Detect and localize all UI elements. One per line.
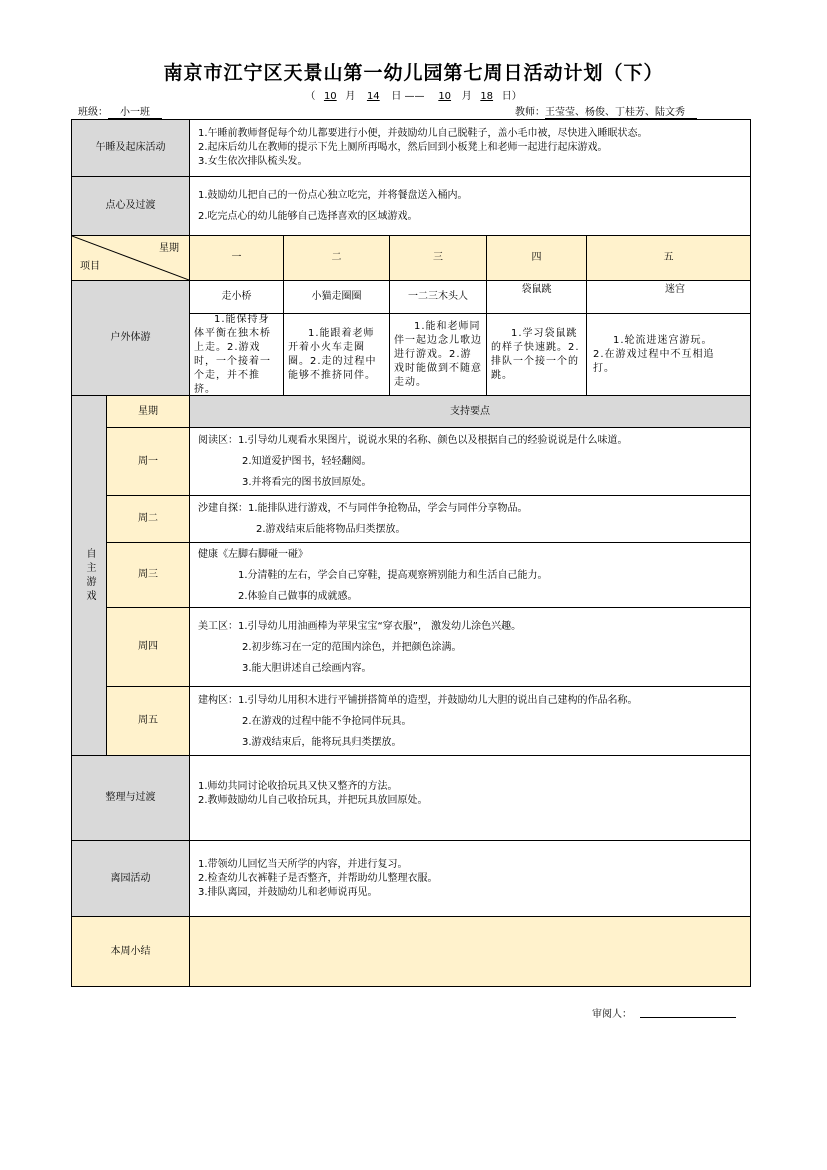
- free-play-day: 周一: [106, 427, 190, 496]
- reviewer-label: 审阅人：: [592, 1009, 632, 1020]
- start-day: 14: [366, 91, 380, 102]
- start-month: 10: [323, 91, 337, 102]
- tidy-content: [189, 755, 751, 841]
- teacher-value: 王莹莹、杨俊、丁桂芳、陆文秀: [545, 103, 697, 119]
- points-line: 2.初步练习在一定的范围内涂色，并把颜色涂满。: [242, 641, 462, 653]
- tidy-line: 1.师幼共同讨论收拾玩具又快又整齐的方法。: [198, 781, 398, 792]
- points-line: 3.能大胆讲述自己绘画内容。: [242, 662, 372, 674]
- free-play-points: [189, 495, 751, 543]
- summary-label: 本周小结: [71, 916, 190, 987]
- free-play-points-header: 支持要点: [189, 395, 751, 428]
- points-line: 2.游戏结束后能将物品归类摆放。: [256, 524, 406, 535]
- corner-item-label: 项目: [80, 261, 100, 272]
- month-label-2: 月: [461, 91, 472, 102]
- free-play-points: [189, 542, 751, 608]
- end-month: 10: [438, 91, 452, 102]
- points-line: 3.并将看完的图书放回原处。: [242, 477, 372, 488]
- snack-line: 1.鼓励幼儿把自己的一份点心独立吃完，并将餐盘送入桶内。: [198, 190, 468, 201]
- outdoor-game-detail: [486, 313, 587, 396]
- teacher-info: [515, 103, 697, 119]
- points-line: 3.游戏结束后，能将玩具归类摆放。: [242, 736, 402, 748]
- leaving-line: 1.带领幼儿回忆当天所学的内容，并进行复习。: [198, 858, 408, 870]
- class-value: 小一班: [108, 103, 162, 119]
- summary-field[interactable]: [189, 916, 751, 987]
- outdoor-game-name: 袋鼠跳: [486, 280, 587, 314]
- tidy-line: 2.教师鼓励幼儿自己收拾玩具，并把玩具放回原处。: [198, 795, 428, 806]
- date-open-paren: （: [305, 91, 316, 102]
- free-play-day: 周三: [106, 542, 190, 608]
- points-line: 美工区：1.引导幼儿用油画棒为苹果宝宝“穿衣服”， 激发幼儿涂色兴趣。: [198, 620, 522, 632]
- free-play-day-header: 星期: [106, 395, 190, 428]
- leaving-line: 3.排队离园，并鼓励幼儿和老师说再见。: [198, 886, 378, 898]
- points-line: 建构区：1.引导幼儿用积木进行平铺拼搭简单的造型，并鼓励幼儿大胆的说出自己建构的作品名称。: [198, 694, 638, 706]
- nap-content: [189, 119, 751, 177]
- nap-line: 1.午睡前教师督促每个幼儿都要进行小便，并鼓励幼儿自己脱鞋子，盖小毛巾被，尽快进入睡眠状态。: [198, 128, 648, 139]
- leaving-label: 离园活动: [71, 840, 190, 917]
- nap-line: 2.起床后幼儿在教师的提示下先上厕所再喝水，然后回到小板凳上和老师一起进行起床游戏。: [198, 142, 608, 153]
- outdoor-label: 户外体游: [71, 280, 190, 396]
- weekday-header-mon: 一: [189, 235, 284, 281]
- outdoor-detail-text: 1.能和老师同伴一起边念儿歌边进行游戏。2.游戏时能做到不随意走动。: [394, 320, 482, 388]
- outdoor-game-detail: [389, 313, 487, 396]
- month-label: 月: [345, 91, 356, 102]
- outdoor-game-name: 走小桥: [189, 280, 284, 314]
- points-line: 2.知道爱护图书，轻轻翻阅。: [242, 456, 372, 467]
- free-play-day: 周五: [106, 686, 190, 756]
- date-range: [0, 87, 827, 102]
- leaving-content: [189, 840, 751, 917]
- reviewer-signature-line[interactable]: [640, 1017, 736, 1018]
- outdoor-game-detail: [586, 313, 751, 396]
- outdoor-game-name: 迷宫: [586, 280, 751, 314]
- weekday-corner-cell: [71, 235, 190, 281]
- snack-line: 2.吃完点心的幼儿能够自己选择喜欢的区域游戏。: [198, 211, 418, 222]
- date-dash: ——: [404, 91, 425, 102]
- outdoor-detail-text: 1.能跟着老师开着小火车走圈圈。2.走的过程中能够不推挤同伴。: [288, 327, 377, 381]
- snack-content: [189, 176, 751, 236]
- page-title: 南京市江宁区天景山第一幼儿园第七周日活动计划（下）: [163, 62, 664, 84]
- weekday-header-wed: 三: [389, 235, 487, 281]
- points-line: 阅读区：1.引导幼儿观看水果图片，说说水果的名称、颜色以及根据自己的经验说说是什么味道。: [198, 435, 628, 446]
- end-day: 18: [480, 91, 494, 102]
- class-info: [78, 103, 162, 119]
- date-close-paren: ）: [511, 91, 522, 102]
- day-label: 日: [391, 91, 402, 102]
- nap-line: 3.女生依次排队梳头发。: [198, 156, 308, 167]
- outdoor-game-name: 一二三木头人: [389, 280, 487, 314]
- outdoor-detail-text: 1.能保持身体平衡在独木桥上走。2.游戏时，一个接着一个走，并不推挤。: [194, 313, 271, 395]
- outdoor-game-detail: [283, 313, 390, 396]
- tidy-label: 整理与过渡: [71, 755, 190, 841]
- outdoor-game-detail: [189, 313, 284, 396]
- outdoor-detail-text: 1.学习袋鼠跳的样子快速跳。2.排队一个接一个的跳。: [491, 327, 580, 381]
- free-play-points: [189, 686, 751, 756]
- free-play-points: [189, 607, 751, 687]
- outdoor-game-name: 小猫走圈圈: [283, 280, 390, 314]
- leaving-line: 2.检查幼儿衣裤鞋子是否整齐，并帮助幼儿整理衣服。: [198, 872, 438, 884]
- points-line: 2.在游戏的过程中能不争抢同伴玩具。: [242, 715, 412, 727]
- free-play-day: 周二: [106, 495, 190, 543]
- weekday-header-thu: 四: [486, 235, 587, 281]
- points-line: 健康《左脚右脚碰一碰》: [198, 548, 308, 560]
- corner-weekday-label: 星期: [159, 243, 179, 254]
- day-label-2: 日: [501, 91, 512, 102]
- weekday-header-fri: 五: [586, 235, 751, 281]
- snack-label: 点心及过渡: [71, 176, 190, 236]
- weekday-header-tue: 二: [283, 235, 390, 281]
- class-label: 班级：: [78, 107, 108, 118]
- free-play-label: [71, 395, 107, 756]
- free-play-label-text: 自主游戏: [84, 547, 95, 604]
- nap-label: 午睡及起床活动: [71, 119, 190, 177]
- free-play-points: [189, 427, 751, 496]
- teacher-label: 教师：: [515, 107, 545, 118]
- points-line: 沙建自探：1.能排队进行游戏，不与同伴争抢物品，学会与同伴分享物品。: [198, 503, 528, 514]
- free-play-day: 周四: [106, 607, 190, 687]
- outdoor-detail-text: 1.轮流进迷宫游玩。2.在游戏过程中不互相追打。: [593, 334, 715, 374]
- points-line: 2.体验自己做事的成就感。: [238, 590, 358, 602]
- points-line: 1.分清鞋的左右，学会自己穿鞋，提高观察辨别能力和生活自己能力。: [238, 569, 548, 581]
